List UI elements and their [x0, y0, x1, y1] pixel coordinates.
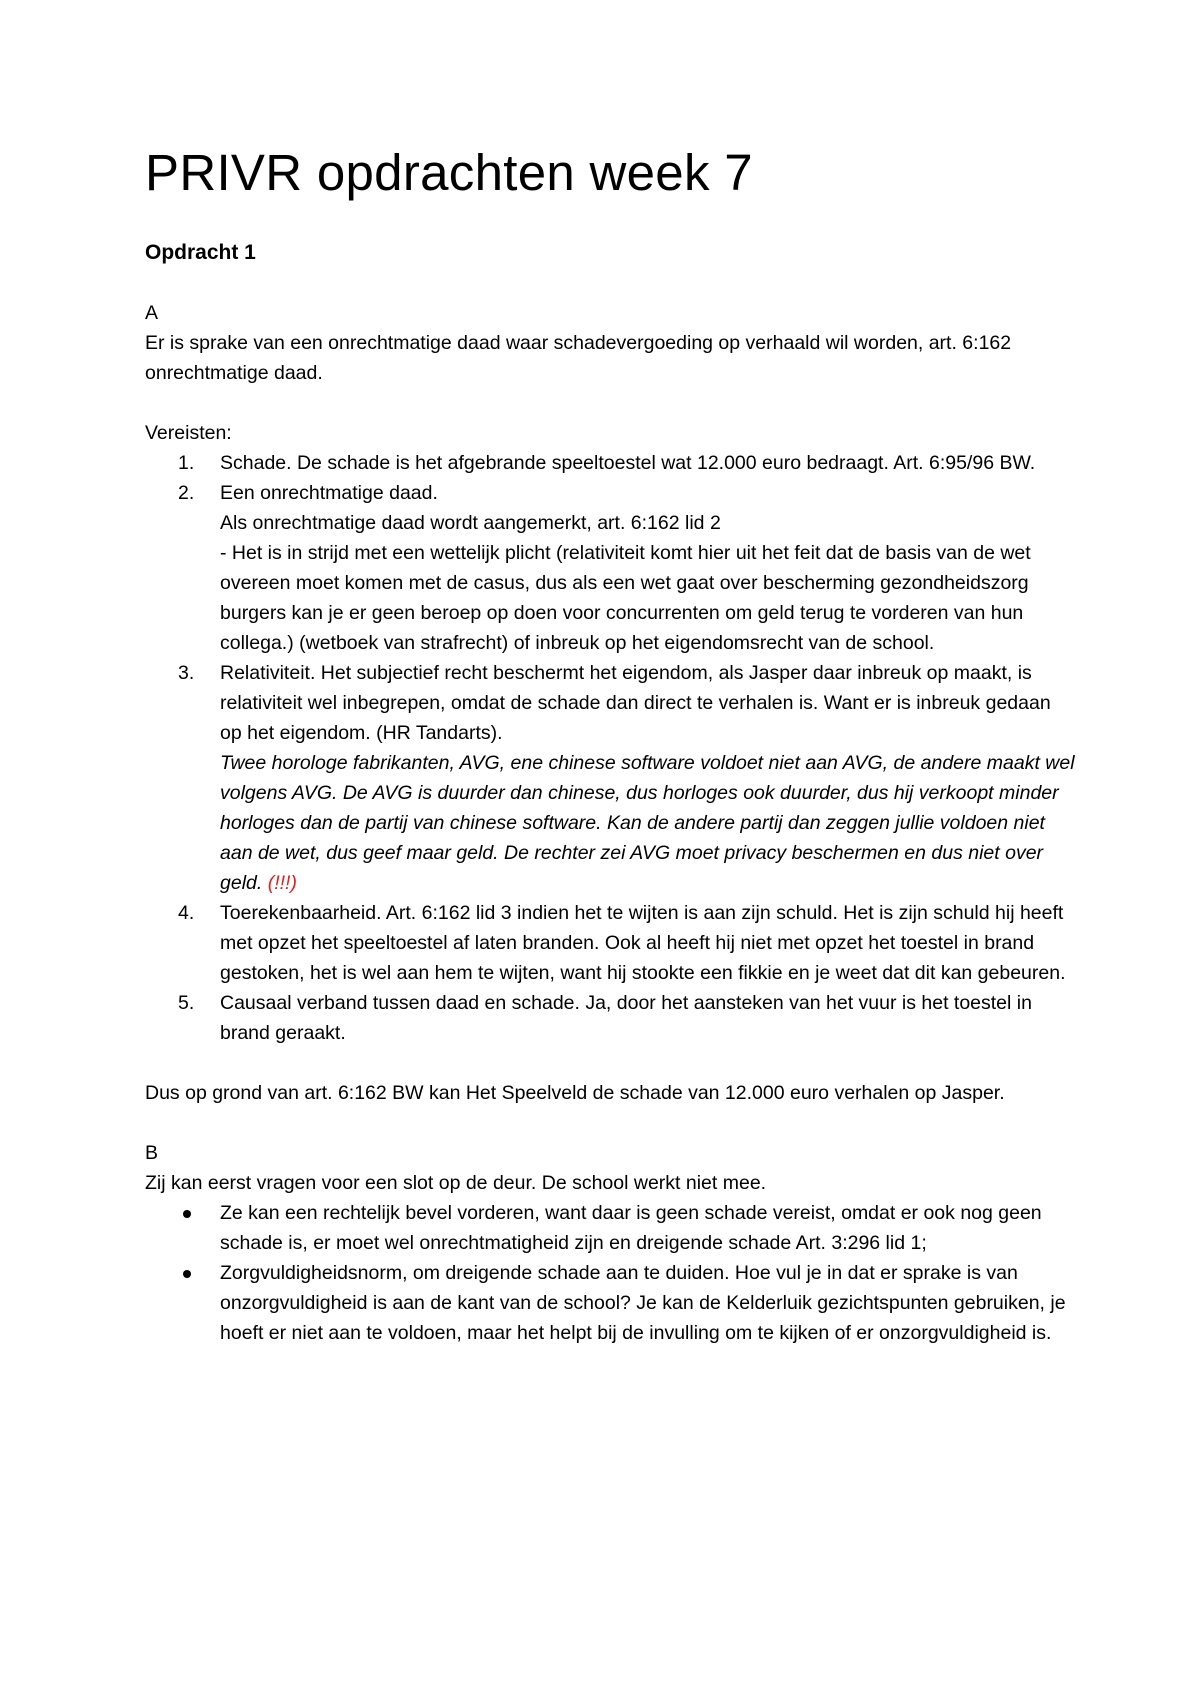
- section-a-intro: Er is sprake van een onrechtmatige daad waar schadevergoeding op verhaald wil worden, art. 6:162 onrechtmatige daad.: [145, 332, 1012, 384]
- list-item: [145, 448, 1075, 478]
- list-item-text: Relativiteit. Het subjectief recht beschermt het eigendom, als Jasper daar inbreuk op maakt, is relativiteit wel inbegrepen, omdat de schade dan direct te verhalen is. Want er is inbreuk gedaan op het eigendom. (HR Tandarts).: [220, 662, 1051, 744]
- section-b-label: B: [145, 1142, 159, 1164]
- section-a-label: A: [145, 302, 159, 324]
- example-italic-text: Twee horologe fabrikanten, AVG, ene chinese software voldoet niet aan AVG, de andere maakt wel volgens AVG. De AVG is duurder dan chinese, dus horloges ook duurder, dus hij verkoopt minder horloges dan de partij van chinese software. Kan de andere partij dan zeggen jullie voldoen niet aan de wet, dus geef maar geld. De rechter zei AVG moet privacy beschermen en dus niet over geld.: [220, 752, 1075, 894]
- list-item: [145, 988, 1075, 1048]
- list-item-explanation: - Het is in strijd met een wettelijk plicht (relativiteit komt hier uit het feit dat de basis van de wet overeen moet komen met de casus, dus als een wet gaat over bescherming gezondheidszorg burgers kan je er geen beroep op doen voor concurrenten om geld terug te vorderen van hun collega.) (wetboek van strafrecht) of inbreuk op het eigendomsrecht van de school.: [220, 542, 1031, 654]
- list-item: [145, 1198, 1075, 1258]
- list-item: [145, 898, 1075, 988]
- assignment-heading: Opdracht 1: [145, 241, 256, 264]
- list-item: [145, 478, 1075, 658]
- list-item-text: Causaal verband tussen daad en schade. Ja, door het aansteken van het vuur is het toestel in brand geraakt.: [220, 992, 1032, 1044]
- list-item-subline: Als onrechtmatige daad wordt aangemerkt, art. 6:162 lid 2: [220, 512, 721, 534]
- list-item: [145, 658, 1075, 898]
- bullet-text: Zorgvuldigheidsnorm, om dreigende schade aan te duiden. Hoe vul je in dat er sprake is van onzorgvuldigheid is aan de kant van de school? Je kan de Kelderluik gezichtspunten gebruiken, je hoeft er niet aan te voldoen, maar het helpt bij de invulling om te kijken of er onzorgvuldigheid is.: [220, 1262, 1066, 1344]
- list-item-text: Toerekenbaarheid. Art. 6:162 lid 3 indien het te wijten is aan zijn schuld. Het is zijn schuld hij heeft met opzet het speeltoestel af laten branden. Ook al heeft hij niet met opzet het toestel in brand gestoken, het is wel aan hem te wijten, want hij stookte een fikkie en je weet dat dit kan gebeuren.: [220, 902, 1066, 984]
- requirements-list: [145, 448, 1075, 1048]
- document-body: [145, 238, 1075, 1348]
- bullet-icon: [183, 1210, 191, 1218]
- list-number: 5.: [178, 992, 195, 1014]
- emphasis-note: (!!!): [267, 872, 297, 894]
- list-item: [145, 1258, 1075, 1348]
- list-number: 2.: [178, 482, 195, 504]
- section-b-intro: Zij kan eerst vragen voor een slot op de deur. De school werkt niet mee.: [145, 1172, 767, 1194]
- section-b-bullet-list: [145, 1198, 1075, 1348]
- list-item-text: Schade. De schade is het afgebrande speeltoestel wat 12.000 euro bedraagt. Art. 6:95/96 BW.: [220, 452, 1036, 474]
- document-title: PRIVR opdrachten week 7: [145, 144, 753, 201]
- list-number: 3.: [178, 662, 195, 684]
- list-item-text: Een onrechtmatige daad.: [220, 482, 438, 504]
- list-number: 1.: [178, 452, 195, 474]
- list-number: 4.: [178, 902, 195, 924]
- bullet-icon: [183, 1270, 191, 1278]
- bullet-text: Ze kan een rechtelijk bevel vorderen, want daar is geen schade vereist, omdat er ook nog geen schade is, er moet wel onrechtmatigheid zijn en dreigende schade Art. 3:296 lid 1;: [220, 1202, 1042, 1254]
- requirements-label: Vereisten:: [145, 422, 232, 444]
- section-a-conclusion: Dus op grond van art. 6:162 BW kan Het Speelveld de schade van 12.000 euro verhalen op Jasper.: [145, 1082, 1005, 1104]
